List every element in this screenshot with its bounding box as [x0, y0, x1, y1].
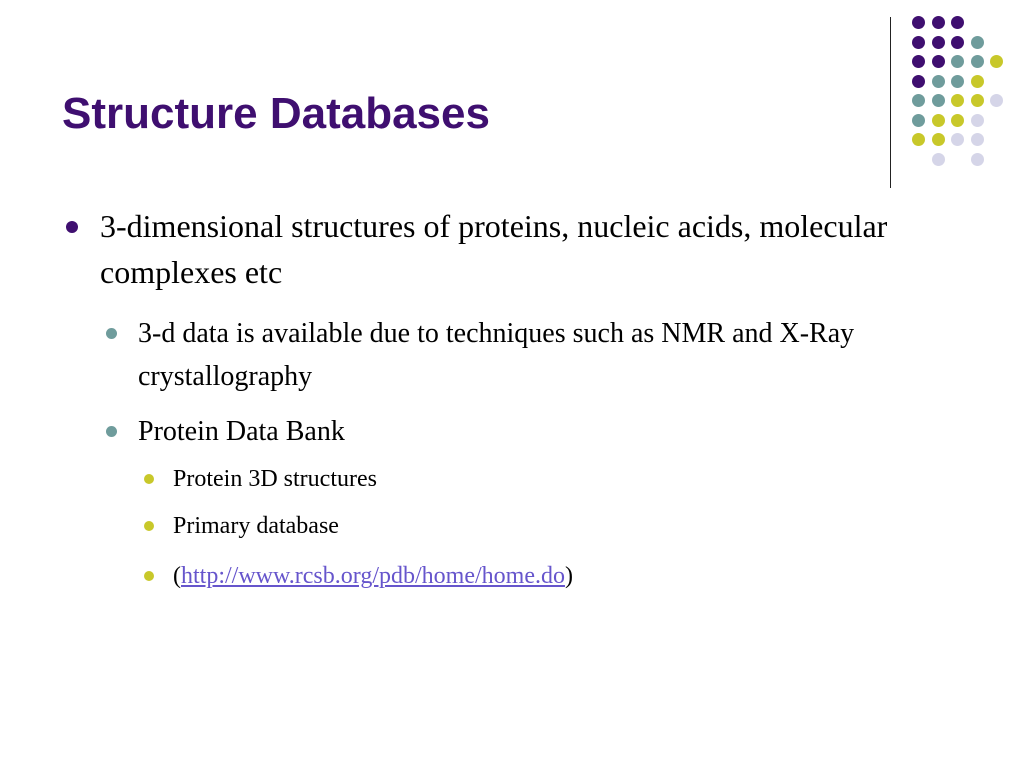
bullet-level1-structures	[100, 203, 890, 295]
bullet-text: Protein 3D structures	[173, 466, 377, 492]
bullet-marker	[106, 426, 117, 437]
bullet-marker	[144, 474, 154, 484]
link-suffix: )	[564, 563, 573, 589]
bullet-text: Primary database	[173, 513, 339, 539]
link-prefix: (	[173, 563, 181, 589]
bullet-level2-pdb	[138, 410, 958, 453]
bullet-text: 3-d data is available due to techniques such as NMR and X-Ray crystallography	[138, 318, 855, 392]
bullet-text: 3-dimensional structures of proteins, nucleic acids, molecular complexes etc	[100, 208, 888, 290]
bullet-level3-protein-3d	[173, 462, 933, 496]
bullet-text: Protein Data Bank	[138, 416, 345, 447]
pdb-link[interactable]: http://www.rcsb.org/pdb/home/home.do	[181, 563, 565, 589]
bullet-level3-link	[173, 559, 933, 593]
slide-title: Structure Databases	[62, 89, 490, 138]
bullet-level3-primary-db	[173, 509, 933, 543]
bullet-marker	[144, 571, 154, 581]
bullet-marker	[106, 328, 117, 339]
bullet-level2-3d-data	[138, 312, 958, 398]
bullet-marker	[144, 521, 154, 531]
bullet-marker	[66, 221, 78, 233]
